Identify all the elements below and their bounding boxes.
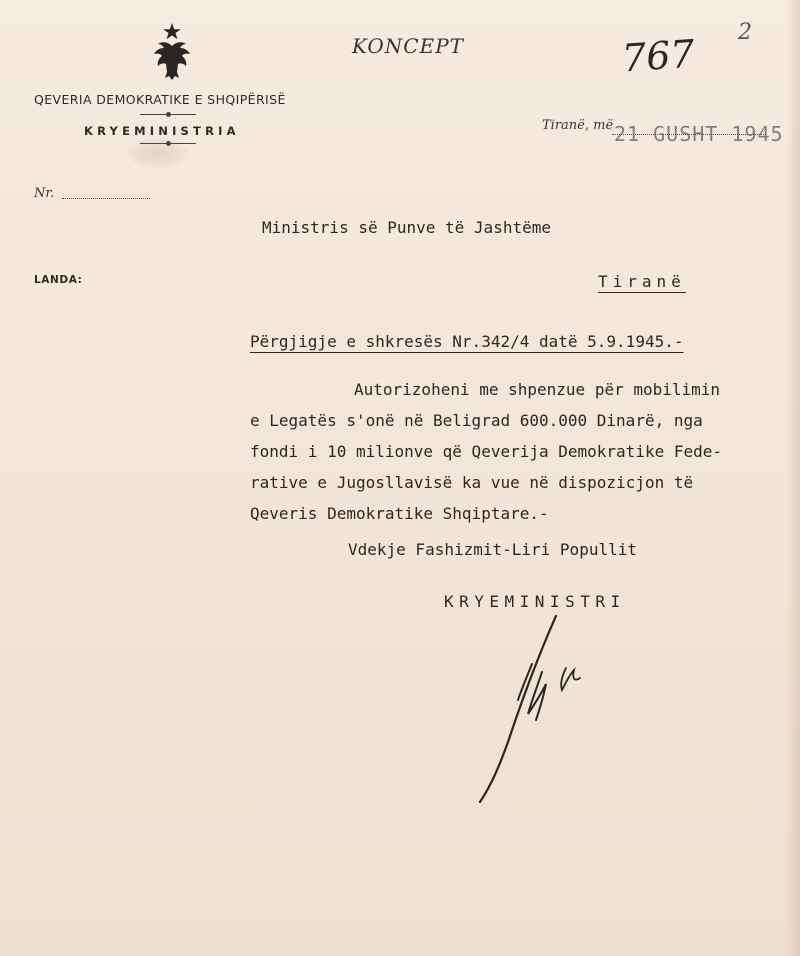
body-line: rative e Jugosllavisë ka vue në dispozicjon të — [250, 473, 694, 492]
body-line: e Legatës s'onë në Beligrad 600.000 Dinarë, nga — [250, 411, 703, 430]
office-name: KRYEMINISTRIA — [84, 124, 240, 138]
body-line: Qeveris Demokratike Shqiptare.- — [250, 504, 549, 523]
page-number: 2 — [738, 20, 752, 45]
subject-field-label: LANDA: — [34, 274, 83, 286]
date-stamp: 21 GUSHT 1945 — [614, 122, 784, 146]
place-date-label: Tiranë, më — [542, 118, 614, 133]
government-name: QEVERIA DEMOKRATIKE E SHQIPËRISË — [34, 92, 286, 107]
subject-reference: Përgjigje e shkresës Nr.342/4 datë 5.9.1945.- — [250, 332, 684, 351]
recipient-line: Ministris së Punve të Jashtëme — [262, 218, 551, 237]
signatory-title: KRYEMINISTRI — [444, 592, 626, 611]
handwritten-signature — [470, 612, 620, 812]
body-line: fondi i 10 milionve që Qeverija Demokratike Fede- — [250, 442, 723, 461]
faint-stamp-mark — [128, 138, 188, 168]
double-headed-eagle-star-icon — [150, 22, 194, 84]
number-dotted-line — [62, 198, 150, 199]
handwritten-document-number: 767 — [620, 31, 696, 81]
body-line: Autorizoheni me shpenzue për mobilimin — [354, 380, 721, 399]
number-label: Nr. — [34, 186, 55, 201]
document-type-label: KONCEPT — [352, 34, 464, 58]
recipient-city: Tiranë — [598, 272, 686, 291]
letter-body — [250, 374, 790, 529]
header-divider-top — [140, 114, 196, 115]
closing-slogan: Vdekje Fashizmit-Liri Popullit — [348, 540, 637, 559]
